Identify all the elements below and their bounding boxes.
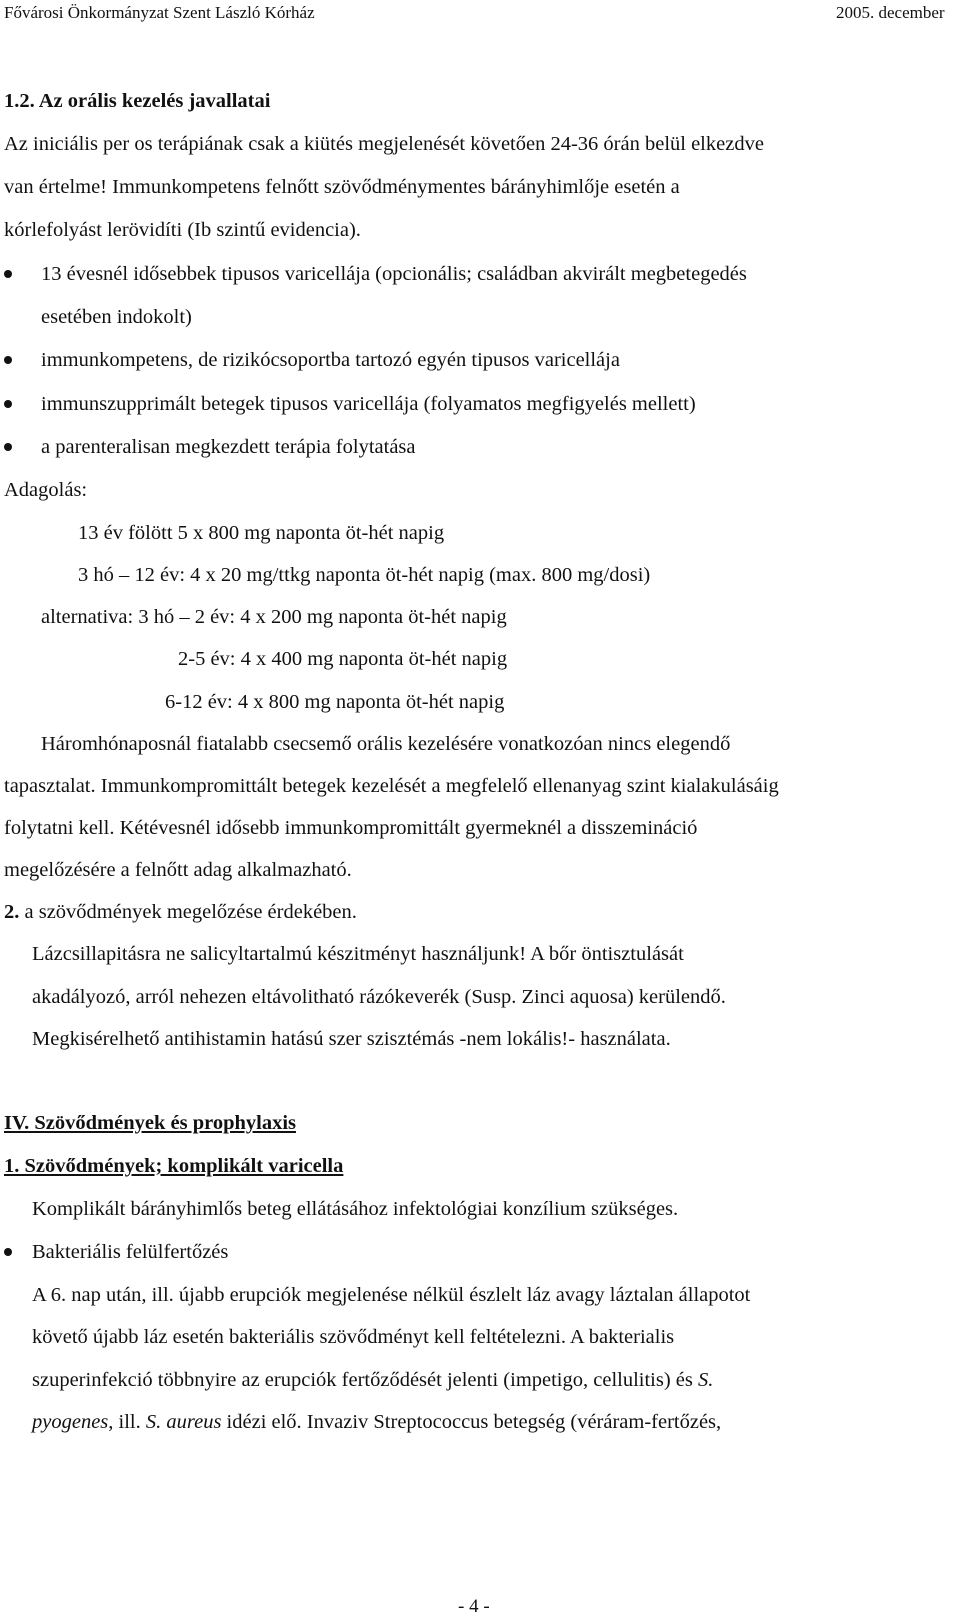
italic-species: S. aureus [145, 1411, 222, 1433]
dosing-line: 6-12 év: 4 x 800 mg naponta öt-hét napig [165, 691, 505, 713]
paragraph-line: van értelme! Immunkompetens felnőtt szövődménymentes bárányhimlője esetén a [4, 176, 680, 198]
paragraph-line: Az iniciális per os terápiának csak a kiütés megjelenését követően 24-36 órán belül elkezdve [4, 133, 764, 155]
list-item: 13 évesnél idősebbek tipusos varicellája (opcionális; családban akvirált megbetegedés [41, 263, 747, 285]
list-item: immunszupprimált betegek tipusos varicellája (folyamatos megfigyelés mellett) [41, 393, 696, 415]
bullet-icon [4, 443, 12, 451]
section-number: 2. [4, 901, 20, 923]
bullet-icon [4, 400, 12, 408]
subsection-title: 1. Szövődmények; komplikált varicella [4, 1155, 344, 1177]
bullet-icon [4, 1248, 12, 1256]
dosing-line: 13 év fölött 5 x 800 mg naponta öt-hét napig [78, 522, 445, 544]
paragraph-line [32, 1409, 721, 1435]
section-title: 1.2. Az orális kezelés javallatai [4, 90, 271, 112]
paragraph-line: A 6. nap után, ill. újabb erupciók megjelenése nélkül észlelt láz avagy láztalan állapotot [32, 1284, 751, 1306]
list-item: Bakteriális felülfertőzés [32, 1241, 229, 1263]
section-2-heading [4, 899, 357, 925]
text-run: , ill. [108, 1411, 146, 1433]
bullet-icon [4, 356, 12, 364]
paragraph-line: követő újabb láz esetén bakteriális szövődményt kell feltételezni. A bakterialis [32, 1326, 675, 1348]
paragraph-line [32, 1367, 713, 1393]
header-right: 2005. december [836, 3, 945, 22]
italic-species: pyogenes [32, 1411, 109, 1433]
chapter-title: IV. Szövődmények és prophylaxis [4, 1112, 296, 1134]
paragraph-line: megelőzésére a felnőtt adag alkalmazható. [4, 859, 352, 881]
dosing-line: alternativa: 3 hó – 2 év: 4 x 200 mg naponta öt-hét napig [41, 606, 507, 628]
paragraph-line: Megkisérelhető antihistamin hatású szer szisztémás -nem lokális!- használata. [32, 1028, 671, 1050]
dosing-line: 2-5 év: 4 x 400 mg naponta öt-hét napig [178, 648, 508, 670]
paragraph-line: kórlefolyást lerövidíti (Ib szintű evidencia). [4, 219, 361, 241]
bullet-icon [4, 270, 12, 278]
paragraph-line: Lázcsillapitásra ne salicyltartalmú készitményt használjunk! A bőr öntisztulását [32, 943, 684, 965]
list-item: esetében indokolt) [41, 306, 192, 328]
page-number: - 4 - [458, 1596, 490, 1617]
text-run: szuperinfekció többnyire az erupciók fertőződését jelenti (impetigo, cellulitis) és [32, 1369, 699, 1391]
paragraph-line: Komplikált bárányhimlős beteg ellátásához infektológiai konzílium szükséges. [32, 1198, 679, 1220]
paragraph-line: tapasztalat. Immunkompromittált betegek kezelését a megfelelő ellenanyag szint kialakulásáig [4, 775, 779, 797]
dosing-label: Adagolás: [4, 479, 88, 501]
paragraph-line: folytatni kell. Kétévesnél idősebb immunkompromittált gyermeknél a disszemináció [4, 817, 698, 839]
italic-species: S. [698, 1369, 714, 1391]
list-item: immunkompetens, de rizikócsoportba tartozó egyén tipusos varicellája [41, 349, 620, 371]
header-left: Fővárosi Önkormányzat Szent László Kórház [4, 3, 315, 22]
list-item: a parenteralisan megkezdett terápia folytatása [41, 436, 416, 458]
text-run: idézi elő. Invaziv Streptococcus betegség (véráram-fertőzés, [221, 1411, 722, 1433]
paragraph-line: akadályozó, arról nehezen eltávolitható rázókeverék (Susp. Zinci aquosa) kerülendő. [32, 986, 726, 1008]
section-title-rest: a szövődmények megelőzése érdekében. [24, 901, 357, 923]
dosing-line: 3 hó – 12 év: 4 x 20 mg/ttkg naponta öt-hét napig (max. 800 mg/dosi) [78, 564, 651, 586]
paragraph-line: Háromhónaposnál fiatalabb csecsemő orális kezelésére vonatkozóan nincs elegendő [41, 733, 731, 755]
